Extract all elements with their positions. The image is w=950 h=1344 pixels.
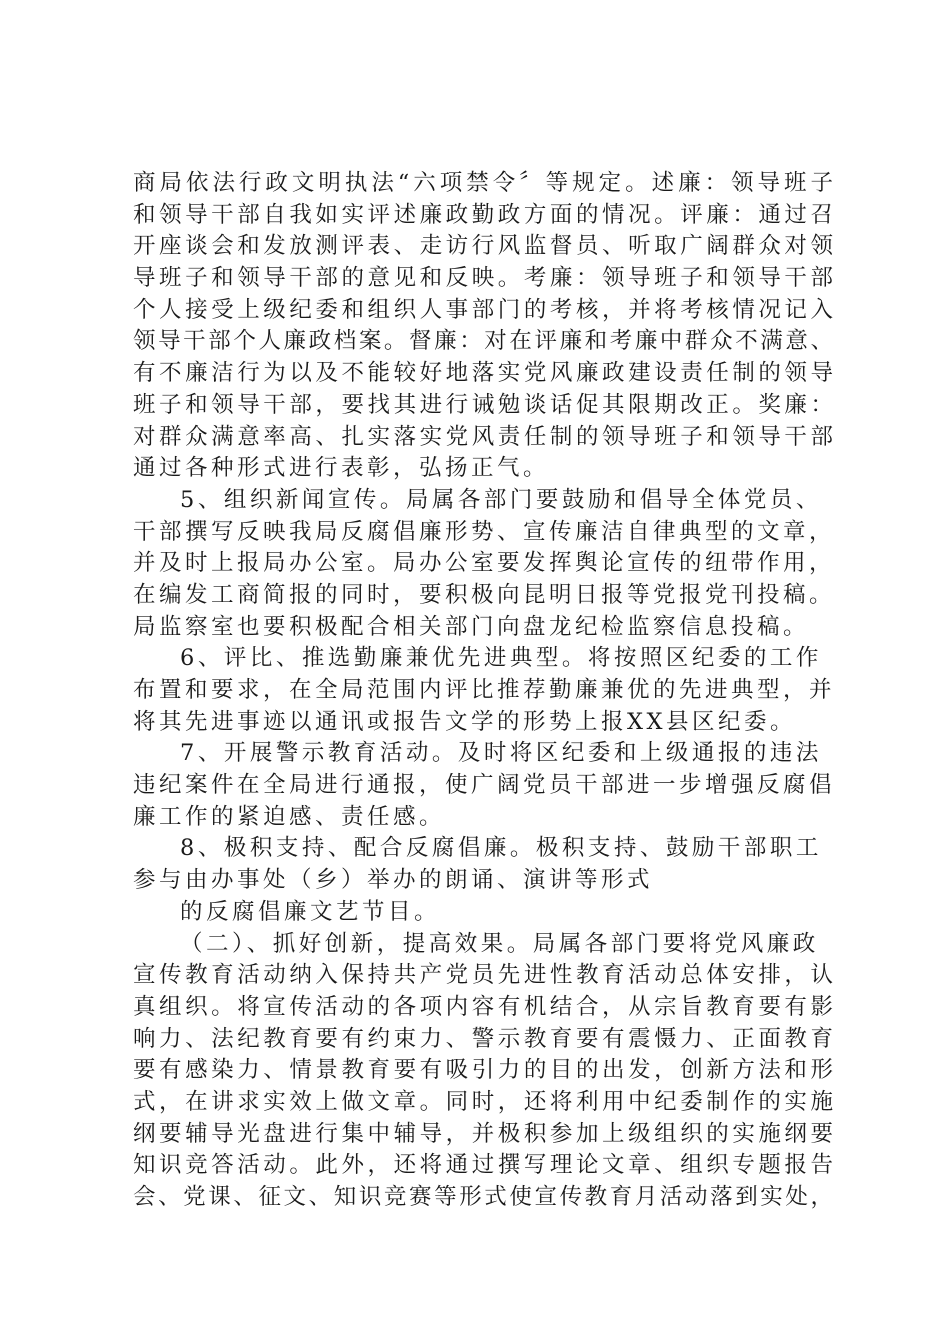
text-line: 导班子和领导干部的意见和反映。考廉：领导班子和领导干部	[133, 265, 833, 292]
text-line: 真组织。将宣传活动的各项内容有机结合，从宗旨教育要有影	[133, 993, 833, 1020]
text-line: 并及时上报局办公室。局办公室要发挥舆论宣传的纽带作用，	[133, 550, 836, 577]
text-line: 参与由办事处（乡）举办的朗诵、演讲等形式	[133, 867, 654, 894]
text-line: 会、党课、征文、知识竞赛等形式使宣传教育月活动落到实处，	[133, 1184, 833, 1210]
text-line: 廉工作的紧迫感、责任感。	[133, 803, 446, 830]
text-line: 局监察室也要积极配合相关部门向盘龙纪检监察信息投稿。	[133, 613, 810, 640]
text-line: 和领导干部自我如实评述廉政勤政方面的情况。评廉：通过召	[133, 201, 833, 228]
text-line: 知识竞答活动。此外，还将通过撰写理论文章、组织专题报告	[133, 1152, 833, 1179]
text-line: 班子和领导干部，要找其进行诫勉谈话促其限期改正。奖廉：	[133, 391, 833, 418]
paragraph-5-first-line: 5、组织新闻宣传。局属各部门要鼓励和倡导全体党员、	[180, 486, 822, 513]
text-line: 商局依法行政文明执法“六项禁令〞等规定。述廉：领导班子	[133, 170, 833, 196]
paragraph-7-first-line: 7、开展警示教育活动。及时将区纪委和上级通报的违法	[180, 740, 822, 767]
text-line: 宣传教育活动纳入保持共产党员先进性教育活动总体安排，认	[133, 962, 833, 989]
text-line: 式，在讲求实效上做文章。同时，还将利用中纪委制作的实施	[133, 1088, 833, 1115]
text-line: 将其先进事迹以通讯或报告文学的形势上报XX县区纪委。	[133, 708, 797, 735]
text-line: 违纪案件在全局进行通报，使广阔党员干部进一步增强反腐倡	[133, 772, 836, 799]
text-line: 开座谈会和发放测评表、走访行风监督员、听取广阔群众对领	[133, 233, 833, 260]
text-line: 在编发工商简报的同时，要积极向昆明日报等党报党刊投稿。	[133, 581, 836, 608]
text-line: 响力、法纪教育要有约束力、警示教育要有震慑力、正面教育	[133, 1025, 833, 1052]
text-line: 要有感染力、情景教育要有吸引力的目的出发，创新方法和形	[133, 1057, 833, 1084]
document-body	[133, 168, 836, 1214]
text-line: 对群众满意率高、扎实落实党风责任制的领导班子和领导干部	[133, 423, 833, 450]
paragraph-2-first-line: （二）、抓好创新，提高效果。局属各部门要将党风廉政	[180, 930, 819, 957]
text-line: 纲要辅导光盘进行集中辅导，并极积参加上级组织的实施纲要	[133, 1120, 833, 1147]
paragraph-8-first-line: 8、极积支持、配合反腐倡廉。极积支持、鼓励干部职工	[180, 835, 822, 862]
text-line: 通过各种形式进行表彰，弘扬正气。	[133, 455, 550, 482]
text-line: 的反腐倡廉文艺节目。	[180, 898, 441, 925]
text-line: 干部撰写反映我局反腐倡廉形势、宣传廉洁自律典型的文章，	[133, 518, 836, 545]
text-line: 有不廉洁行为以及不能较好地落实党风廉政建设责任制的领导	[133, 360, 833, 387]
text-line: 个人接受上级纪委和组织人事部门的考核，并将考核情况记入	[133, 296, 833, 323]
paragraph-6-first-line: 6、评比、推选勤廉兼优先进典型。将按照区纪委的工作	[180, 645, 822, 672]
text-line: 布置和要求，在全局范围内评比推荐勤廉兼优的先进典型，并	[133, 677, 836, 703]
text-line: 领导干部个人廉政档案。督廉：对在评廉和考廉中群众不满意、	[133, 328, 833, 355]
